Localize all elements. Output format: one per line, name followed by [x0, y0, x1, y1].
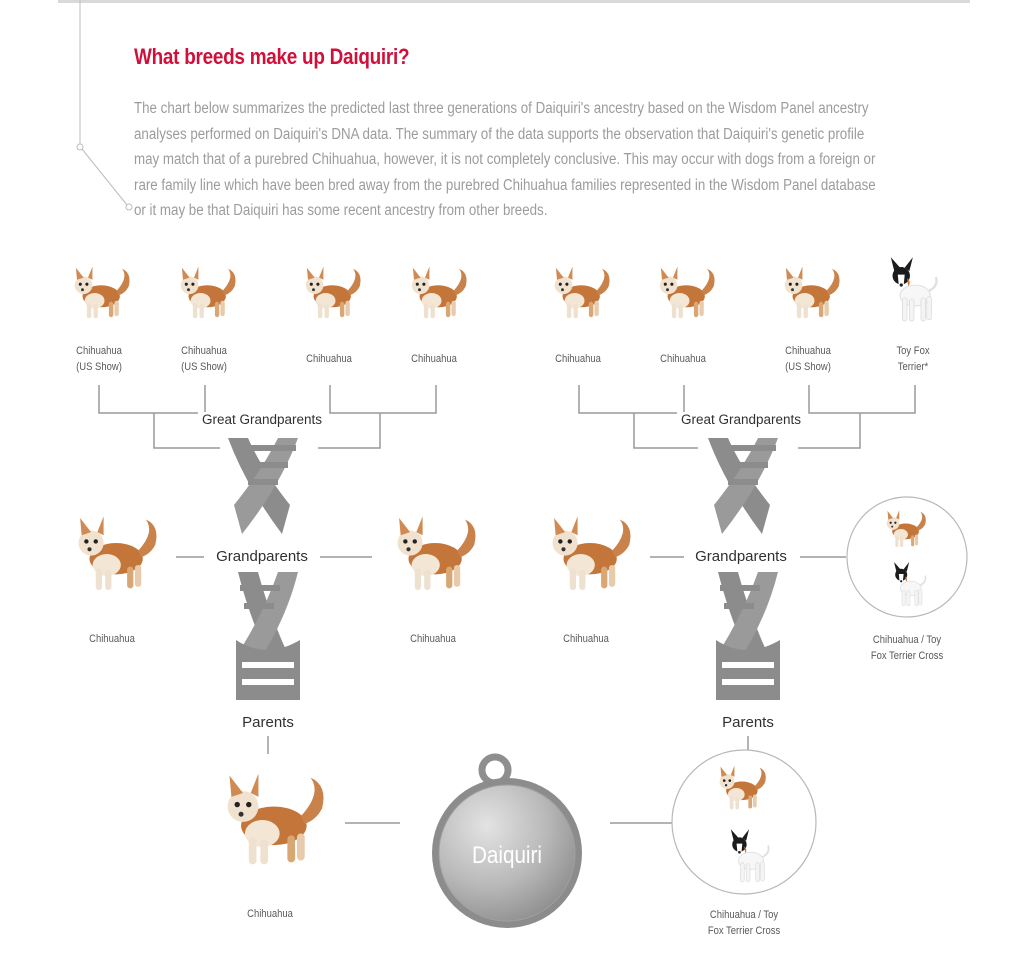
page-title: What breeds make up Daiquiri?	[134, 44, 410, 69]
chihuahua-image	[776, 262, 842, 324]
chihuahua-image	[66, 510, 160, 598]
chihuahua-image	[651, 262, 717, 324]
grandparent-label: Chihuahua	[410, 633, 456, 645]
parents-heading: Parents	[718, 715, 778, 731]
chihuahua-image	[172, 262, 238, 324]
great-grandparent-label: Chihuahua	[306, 353, 352, 365]
great-grandparent-label: Chihuahua (US Show)	[181, 345, 227, 373]
grandparent-label: Chihuahua	[563, 633, 609, 645]
great-grandparent-label: Chihuahua (US Show)	[76, 345, 122, 373]
toy-fox-terrier-image	[726, 828, 774, 888]
dna-helix-left	[228, 438, 300, 700]
chihuahua-image	[297, 262, 363, 324]
dna-helix-right	[708, 438, 780, 700]
grandparents-heading: Grandparents	[212, 549, 312, 565]
chihuahua-image	[880, 507, 928, 551]
toy-fox-terrier-image	[890, 561, 930, 611]
grandparent-label: Chihuahua	[89, 633, 135, 645]
chihuahua-image	[403, 262, 469, 324]
chihuahua-image	[712, 762, 768, 814]
great-grandparent-label: Toy Fox Terrier*	[896, 345, 930, 373]
great-grandparent-label: Chihuahua	[411, 353, 457, 365]
grandparent-label: Chihuahua / Toy Fox Terrier Cross	[870, 634, 944, 662]
parent-label: Chihuahua	[247, 908, 293, 920]
great-grandparent-label: Chihuahua	[660, 353, 706, 365]
chihuahua-image	[546, 262, 612, 324]
great-grandparents-heading: Great Grandparents	[677, 412, 805, 428]
great-grandparents-heading: Great Grandparents	[198, 412, 326, 428]
grandparents-heading: Grandparents	[691, 549, 791, 565]
great-grandparent-label: Chihuahua	[555, 353, 601, 365]
intro-paragraph: The chart below summarizes the predicted last three generations of Daiquiri's ancestry based on the Wisdom Panel ancestry analyses performed on Daiquiri's DNA data. The summary of the data supports the observation that Daiquiri's genetic profile may match that of a purebred Chihuahua, however, it is not completely conclusive. This may occur with dogs from a foreign or rare family line which have been bred away from the purebred Chihuahua families represented in the Wisdom Panel database or it may be that Daiquiri has some recent ancestry from other breeds.	[134, 100, 876, 219]
chihuahua-image	[385, 510, 479, 598]
parents-heading: Parents	[238, 715, 298, 731]
chihuahua-image	[540, 510, 634, 598]
chihuahua-image	[66, 262, 132, 324]
toy-fox-terrier-image	[885, 256, 943, 328]
subject-name: Daiquiri	[472, 842, 542, 869]
chihuahua-image	[212, 766, 328, 874]
parent-label: Chihuahua / Toy Fox Terrier Cross	[707, 909, 781, 937]
great-grandparent-label: Chihuahua (US Show)	[785, 345, 831, 373]
